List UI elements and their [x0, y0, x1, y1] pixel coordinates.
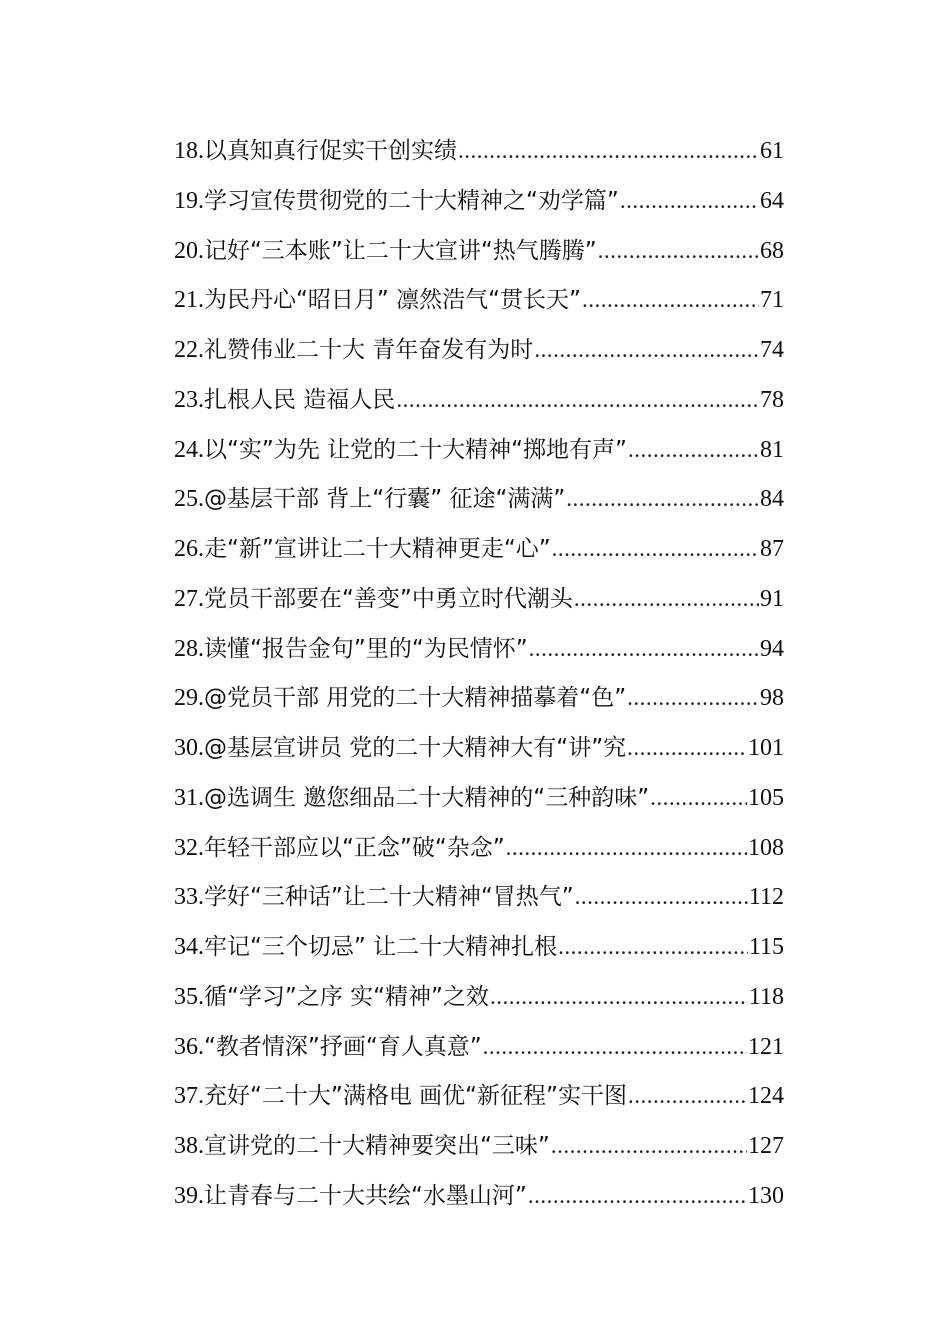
toc-entry-title: [174, 1172, 527, 1222]
toc-entry-number: 22.: [174, 337, 204, 363]
toc-entry[interactable]: [174, 624, 784, 674]
toc-entry-number: 39.: [174, 1182, 204, 1209]
toc-entry-text: 读懂“报告金句”里的“为民情怀”: [204, 635, 528, 662]
toc-page-number: 78: [760, 386, 784, 413]
toc-dot-leader: [627, 673, 759, 723]
toc-page-number: 64: [760, 187, 784, 214]
toc-page-number: 112: [748, 884, 784, 911]
toc-entry-text: 牢记“三个切忌” 让二十大精神扎根: [204, 934, 558, 960]
toc-dot-leader: [620, 176, 759, 226]
toc-entry[interactable]: [174, 872, 784, 922]
toc-dot-leader: [483, 1022, 747, 1072]
toc-entry-title: [174, 923, 557, 973]
toc-entry-title: [174, 724, 626, 774]
toc-entry-text: @选调生 邀您细品二十大精神的“三种韵味”: [204, 784, 650, 811]
toc-entry-number: 23.: [174, 386, 204, 413]
toc-entry-number: 20.: [174, 237, 204, 264]
toc-entry-number: 31.: [174, 784, 204, 811]
toc-entry-text: 宣讲党的二十大精神要突出“三味”: [204, 1133, 550, 1159]
toc-entry[interactable]: [174, 1171, 784, 1221]
toc-entry-title: [174, 426, 627, 476]
toc-entry-text: 礼赞伟业二十大 青年奋发有为时: [204, 337, 534, 363]
toc-entry-number: 29.: [174, 685, 204, 712]
toc-entry-number: 18.: [174, 138, 204, 164]
toc-entry-number: 24.: [174, 436, 204, 463]
toc-entry-text: @党员干部 用党的二十大精神描摹着“色”: [204, 685, 627, 712]
toc-entry-title: [174, 376, 395, 426]
toc-entry[interactable]: [174, 176, 784, 226]
toc-entry[interactable]: [174, 972, 784, 1022]
toc-entry-title: [174, 227, 597, 277]
toc-dot-leader: [529, 624, 759, 674]
toc-dot-leader: [396, 375, 759, 425]
toc-dot-leader: [574, 574, 759, 624]
toc-entry-title: [174, 1023, 482, 1073]
toc-entry[interactable]: [174, 1071, 784, 1121]
toc-page-number: 124: [748, 1083, 784, 1110]
toc-entry[interactable]: [174, 922, 784, 972]
toc-page-number: 105: [748, 784, 784, 811]
toc-page-number: 121: [748, 1033, 784, 1060]
toc-entry-text: 为民丹心“昭日月” 凛然浩气“贯长天”: [204, 287, 581, 314]
toc-dot-leader: [628, 425, 759, 475]
toc-page-number: 108: [748, 834, 784, 861]
toc-entry-title: [174, 674, 626, 724]
toc-dot-leader: [566, 474, 759, 524]
toc-entry[interactable]: [174, 325, 784, 375]
toc-page-number: 61: [760, 138, 784, 164]
toc-entry-number: 25.: [174, 486, 204, 513]
toc-dot-leader: [490, 972, 748, 1022]
toc-dot-leader: [582, 275, 759, 325]
toc-entry-text: 学好“三种话”让二十大精神“冒热气”: [204, 884, 574, 911]
toc-dot-leader: [551, 1121, 747, 1171]
toc-entry-number: 28.: [174, 635, 204, 662]
toc-page-number: 84: [760, 486, 784, 513]
toc-entry[interactable]: [174, 574, 784, 624]
toc-page-number: 71: [760, 287, 784, 314]
toc-entry[interactable]: [174, 823, 784, 873]
toc-page-number: 98: [760, 685, 784, 712]
toc-entry-text: 以“实”为先 让党的二十大精神“掷地有声”: [204, 436, 627, 463]
toc-dot-leader: [552, 524, 759, 574]
toc-entry-title: [174, 326, 533, 376]
toc-entry-title: [174, 177, 619, 227]
toc-entry-text: “教者情深”抒画“育人真意”: [204, 1033, 482, 1060]
toc-page-number: 101: [748, 735, 784, 761]
toc-dot-leader: [458, 126, 759, 176]
toc-entry-title: [174, 1122, 550, 1172]
toc-page-number: 81: [760, 436, 784, 463]
toc-page-number: 74: [760, 337, 784, 363]
toc-entry-text: 年轻干部应以“正念”破“杂念”: [204, 834, 505, 861]
toc-page-number: 130: [748, 1182, 784, 1209]
toc-entry-number: 30.: [174, 735, 204, 761]
toc-dot-leader: [575, 872, 748, 922]
toc-entry-number: 27.: [174, 585, 204, 612]
toc-entry[interactable]: [174, 773, 784, 823]
toc-entry-title: [174, 575, 573, 625]
toc-entry-text: 走“新”宣讲让二十大精神更走“心”: [204, 536, 551, 562]
toc-entry-number: 38.: [174, 1133, 204, 1159]
toc-dot-leader: [627, 723, 747, 773]
toc-entry-number: 37.: [174, 1083, 204, 1110]
toc-entry-title: [174, 1072, 627, 1122]
toc-entry[interactable]: [174, 524, 784, 574]
toc-entry-text: 让青春与二十大共绘“水墨山河”: [204, 1182, 527, 1209]
toc-entry-title: [174, 824, 505, 874]
toc-entry[interactable]: [174, 226, 784, 276]
toc-entry[interactable]: [174, 375, 784, 425]
toc-entry[interactable]: [174, 425, 784, 475]
table-of-contents: [174, 126, 784, 1221]
toc-dot-leader: [628, 1071, 747, 1121]
toc-entry-text: 学习宣传贯彻党的二十大精神之“劝学篇”: [204, 187, 619, 214]
toc-entry[interactable]: [174, 1022, 784, 1072]
toc-dot-leader: [534, 325, 759, 375]
toc-entry-text: @基层干部 背上“行囊” 征途“满满”: [204, 486, 566, 513]
toc-entry-number: 32.: [174, 834, 204, 861]
toc-entry-title: [174, 973, 489, 1023]
toc-entry-title: [174, 127, 457, 177]
toc-entry-number: 34.: [174, 934, 204, 960]
toc-entry[interactable]: [174, 126, 784, 176]
toc-entry-text: 记好“三本账”让二十大宣讲“热气腾腾”: [204, 237, 597, 264]
toc-page-number: 91: [760, 585, 784, 612]
toc-page-number: 94: [760, 635, 784, 662]
toc-entry-title: [174, 276, 581, 326]
toc-entry-text: 循“学习”之序 实“精神”之效: [204, 983, 489, 1010]
toc-entry-title: [174, 873, 574, 923]
toc-entry-number: 35.: [174, 983, 204, 1010]
toc-page-number: 115: [748, 934, 784, 960]
toc-dot-leader: [506, 823, 747, 873]
toc-entry-text: 党员干部要在“善变”中勇立时代潮头: [204, 585, 573, 612]
toc-dot-leader: [598, 226, 759, 276]
toc-entry[interactable]: [174, 723, 784, 773]
toc-entry-number: 36.: [174, 1033, 204, 1060]
toc-entry-number: 19.: [174, 187, 204, 214]
toc-entry-text: @基层宣讲员 党的二十大精神大有“讲”究: [204, 735, 627, 761]
toc-entry[interactable]: [174, 1121, 784, 1171]
toc-entry-text: 扎根人民 造福人民: [204, 386, 396, 413]
toc-entry-number: 26.: [174, 536, 204, 562]
toc-entry-number: 33.: [174, 884, 204, 911]
toc-dot-leader: [650, 773, 747, 823]
toc-dot-leader: [558, 922, 748, 972]
toc-entry[interactable]: [174, 474, 784, 524]
toc-entry-title: [174, 774, 649, 824]
toc-page-number: 127: [748, 1133, 784, 1159]
toc-entry[interactable]: [174, 673, 784, 723]
toc-entry[interactable]: [174, 275, 784, 325]
toc-page-number: 68: [760, 237, 784, 264]
toc-entry-title: [174, 475, 565, 525]
toc-entry-title: [174, 525, 551, 575]
toc-entry-text: 以真知真行促实干创实绩: [204, 138, 457, 164]
toc-page-number: 87: [760, 536, 784, 562]
toc-entry-number: 21.: [174, 287, 204, 314]
toc-entry-text: 充好“二十大”满格电 画优“新征程”实干图: [204, 1083, 627, 1110]
toc-entry-title: [174, 625, 528, 675]
toc-dot-leader: [528, 1171, 747, 1221]
toc-page-number: 118: [748, 983, 784, 1010]
